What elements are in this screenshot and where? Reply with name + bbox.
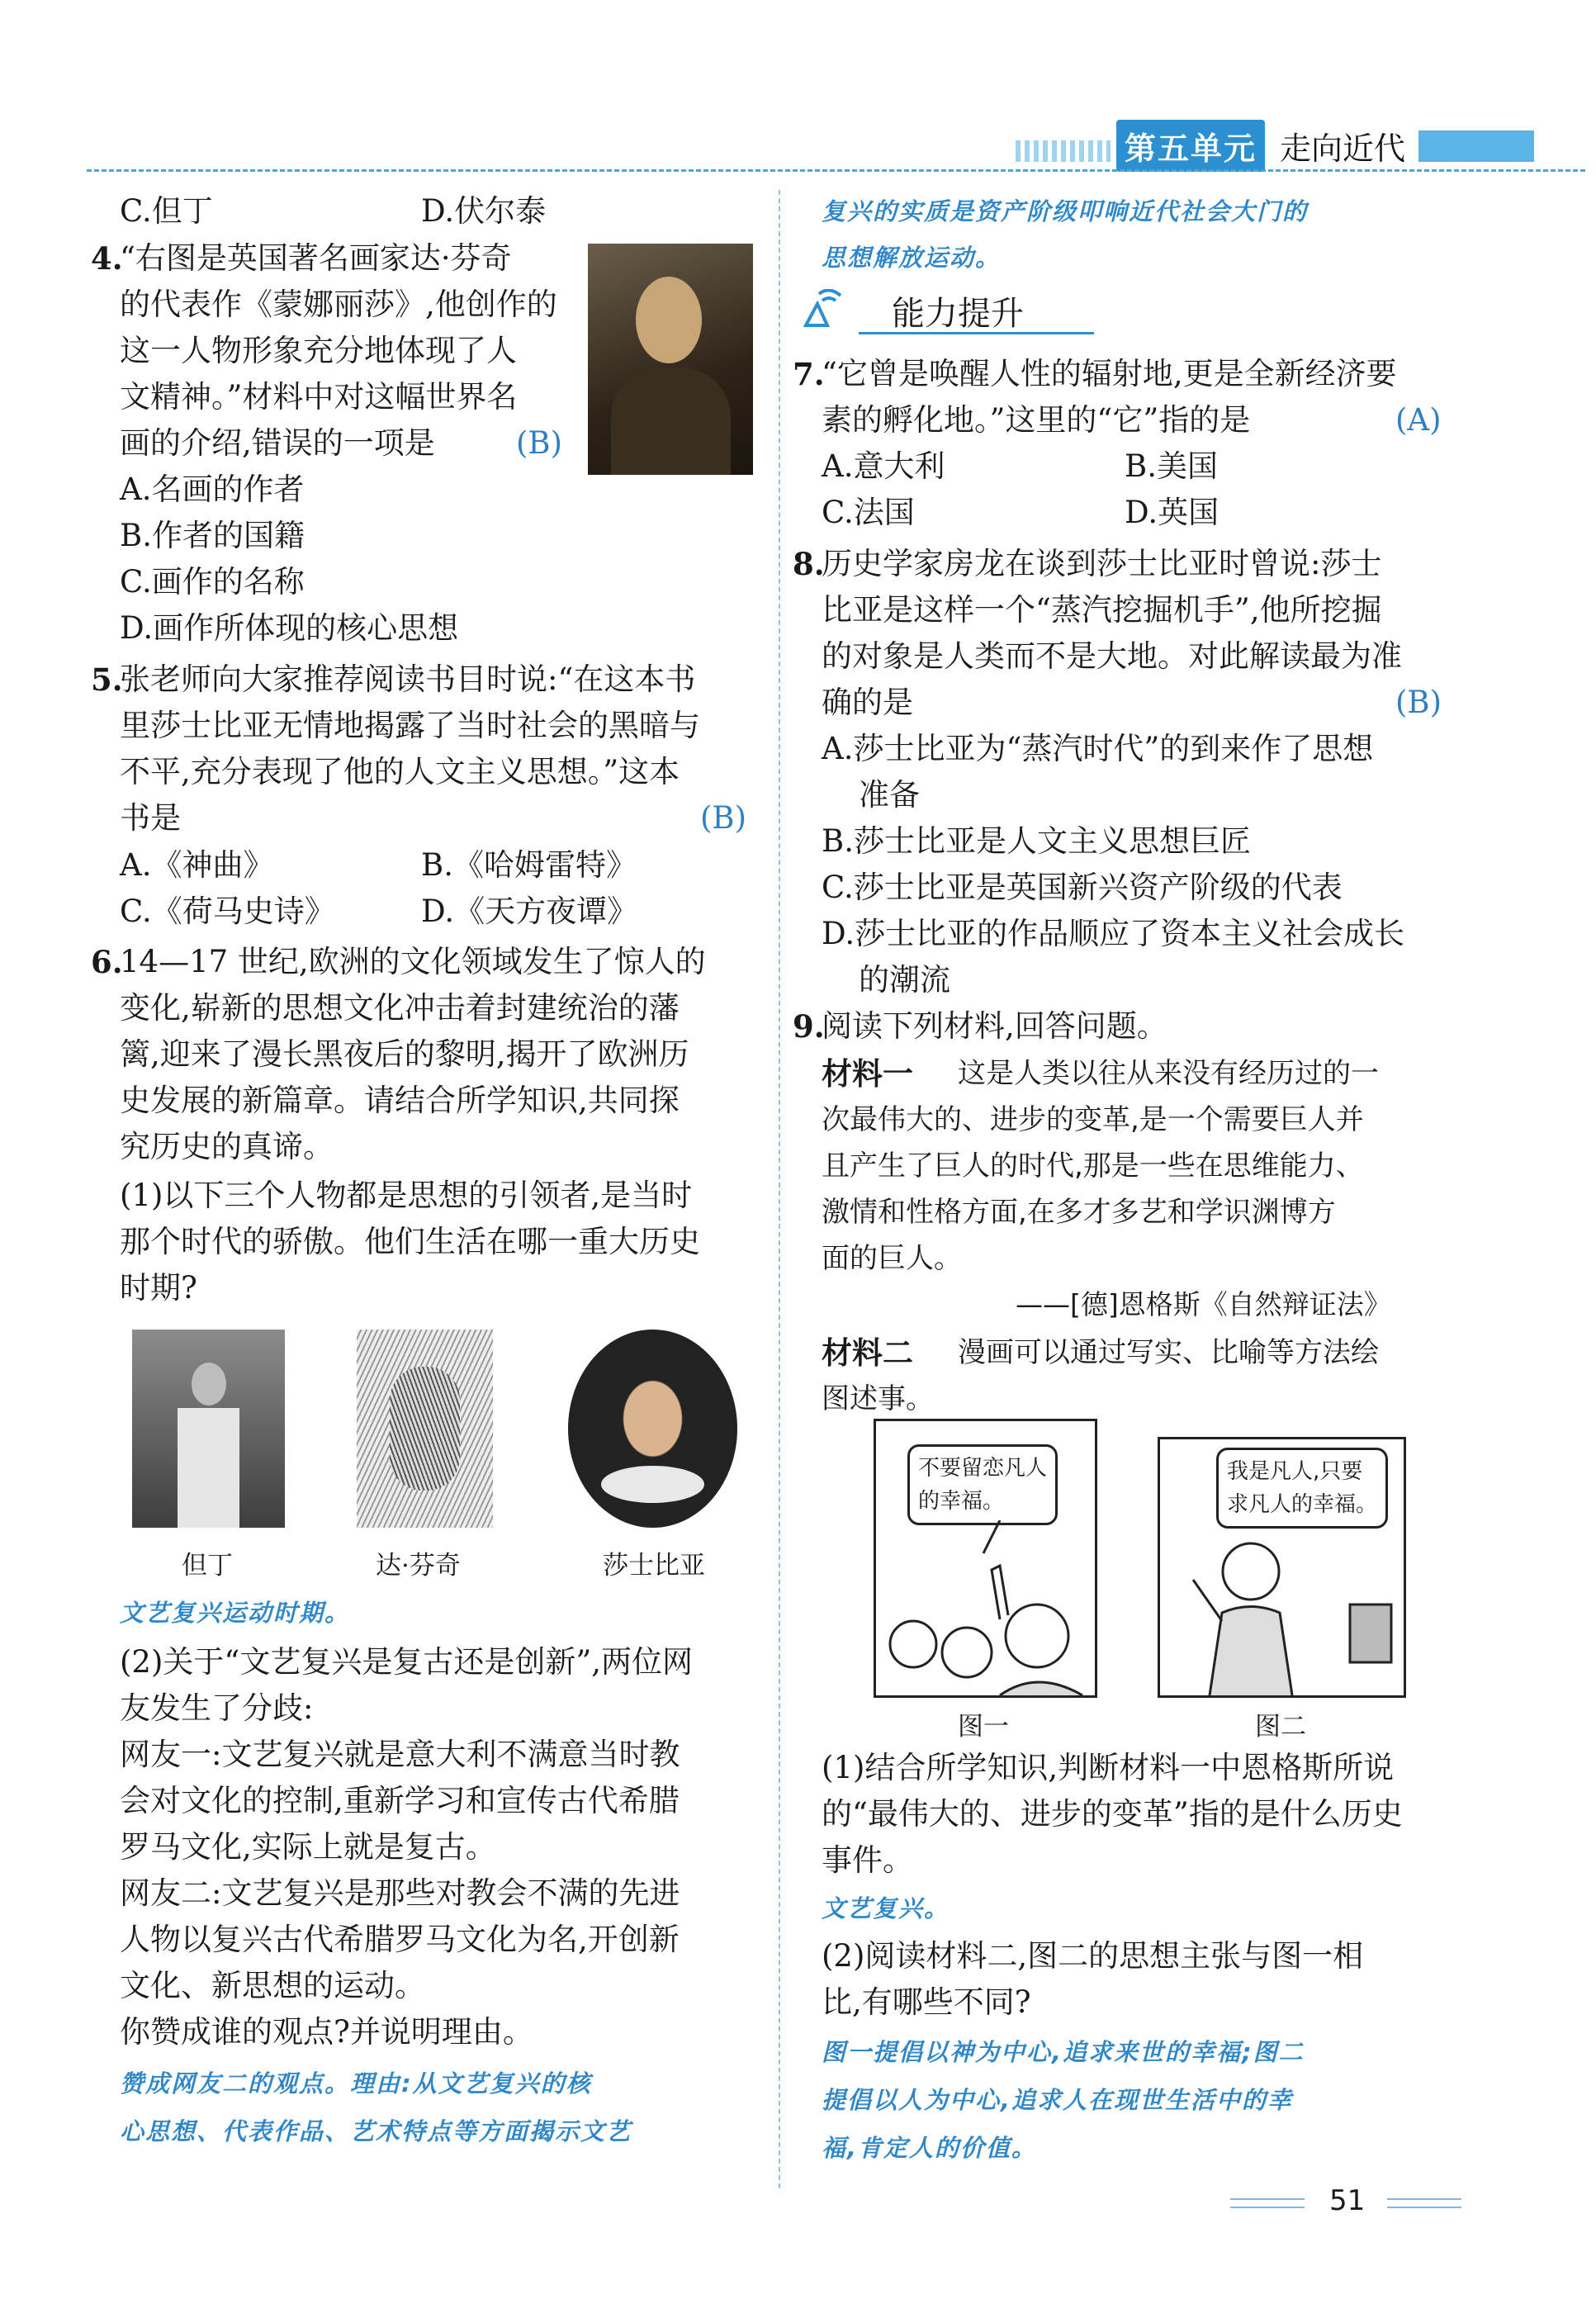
- cartoon2-caption: 图二: [1255, 1712, 1306, 1742]
- q4-answer: (B): [516, 425, 563, 461]
- q9-answer2-line: 福,肯定人的价值。: [822, 2134, 1038, 2162]
- q8-answer: (B): [1395, 685, 1442, 720]
- q6-answer2-line: 心思想、代表作品、艺术特点等方面揭示文艺: [120, 2117, 632, 2145]
- q6-sub1-line: 那个时代的骄傲。他们生活在哪一重大历史: [120, 1224, 700, 1259]
- q8-option-d-cont: 的潮流: [859, 962, 950, 998]
- q8-line: 的对象是人类而不是大地。对此解读最为准: [822, 638, 1402, 674]
- q4-line: 画的介绍,错误的一项是: [120, 425, 435, 461]
- q8-line: 比亚是这样一个“蒸汽挖掘机手”,他所挖掘: [822, 592, 1382, 628]
- q7-option-b: B.美国: [1125, 448, 1218, 484]
- q4-line: 文精神。”材料中对这幅世界名: [120, 379, 518, 415]
- cartoon2-bubble-line: 求凡人的幸福。: [1227, 1492, 1378, 1517]
- page-number-rule-left: [1230, 2207, 1305, 2208]
- q6-sub1-line: 时期?: [120, 1270, 197, 1306]
- q4-line: 这一人物形象充分地体现了人: [120, 333, 517, 368]
- q6-sub2-line: 网友二:文艺复兴是那些对教会不满的先进: [120, 1875, 680, 1911]
- q6-sub2-line: 文化、新思想的运动。: [120, 1968, 425, 2003]
- q5-option-a: A.《神曲》: [120, 847, 274, 883]
- q9-sub1-line: (1)结合所学知识,判断材料一中恩格斯所说: [822, 1750, 1395, 1785]
- cartoon-figure-2: [1158, 1437, 1406, 1698]
- material2-label: 材料二: [822, 1334, 913, 1371]
- portrait-face: [636, 277, 702, 363]
- cartoon1-speech-bubble: [907, 1444, 1058, 1525]
- q7-answer: (A): [1395, 402, 1442, 438]
- q6-sub2-line: 人物以复兴古代希腊罗马文化为名,开创新: [120, 1922, 680, 1957]
- q4-number: 4.: [91, 240, 123, 277]
- dante-robe: [178, 1408, 239, 1528]
- cartoon2-speech-bubble: [1216, 1448, 1388, 1529]
- q8-option-d: D.莎士比亚的作品顺应了资本主义社会成长: [822, 916, 1405, 951]
- material1-label: 材料一: [822, 1055, 913, 1092]
- q9-intro: 阅读下列材料,回答问题。: [822, 1008, 1167, 1044]
- q9-answer2-line: 提倡以人为中心,追求人在现世生活中的幸: [822, 2086, 1294, 2114]
- q6-line: 变化,崭新的思想文化冲击着封建统治的藩: [120, 990, 680, 1026]
- q8-option-c: C.莎士比亚是英国新兴资产阶级的代表: [822, 870, 1343, 905]
- q9-answer1: 文艺复兴。: [822, 1894, 950, 1922]
- mona-lisa-image: [588, 244, 753, 475]
- q5-number: 5.: [91, 661, 123, 698]
- caption-shakespeare: 莎士比亚: [603, 1551, 705, 1581]
- q6-answer1: 文艺复兴运动时期。: [120, 1599, 351, 1627]
- cartoon1-bubble-line: 不要留恋凡人: [918, 1456, 1048, 1481]
- page-number-rule-left: [1230, 2198, 1305, 2200]
- q4-line: “右图是英国著名画家达·芬奇: [120, 240, 512, 276]
- signal-icon: [799, 289, 849, 330]
- cartoon-figure-1: [874, 1419, 1097, 1698]
- material1-line: 且产生了巨人的时代,那是一些在思维能力、: [822, 1150, 1364, 1183]
- q6-line: 篱,迎来了漫长黑夜后的黎明,揭开了欧洲历: [120, 1036, 689, 1072]
- q7-line: 素的孵化地。”这里的“它”指的是: [822, 402, 1251, 438]
- q9-sub2-line: 比,有哪些不同?: [822, 1984, 1031, 2020]
- da-vinci-face: [390, 1367, 460, 1491]
- q5-option-b: B.《哈姆雷特》: [421, 847, 637, 883]
- material2-line: 漫画可以通过写实、比喻等方法绘: [958, 1336, 1379, 1369]
- page-number-rule-right: [1387, 2207, 1461, 2208]
- q3-option-d: D.伏尔泰: [421, 193, 547, 229]
- q6-line: 14—17 世纪,欧洲的文化领域发生了惊人的: [120, 944, 706, 979]
- q6-sub2-line: 友发生了分歧:: [120, 1690, 314, 1726]
- q6-sub1-line: (1)以下三个人物都是思想的引领者,是当时: [120, 1178, 693, 1213]
- q5-line: 张老师向大家推荐阅读书目时说:“在这本书: [120, 661, 696, 697]
- material1-line: 激情和性格方面,在多才多艺和学识渊博方: [822, 1196, 1336, 1229]
- q6-sub2-line: 网友一:文艺复兴就是意大利不满意当时教: [120, 1737, 680, 1772]
- material1-line: 这是人类以往从来没有经历过的一: [958, 1057, 1379, 1090]
- cartoon2-drawing: [1160, 1522, 1404, 1695]
- q5-line: 书是: [120, 800, 181, 836]
- q9-number: 9.: [793, 1008, 825, 1045]
- q7-number: 7.: [793, 356, 825, 392]
- q5-option-d: D.《天方夜谭》: [421, 894, 638, 929]
- material1-line: 面的巨人。: [822, 1242, 962, 1275]
- q6-sub2-line: 罗马文化,实际上就是复古。: [120, 1829, 496, 1865]
- dante-image: [132, 1330, 285, 1528]
- unit-title: 走向近代: [1280, 130, 1406, 167]
- cartoon2-bubble-line: 我是凡人,只要: [1227, 1459, 1363, 1484]
- dante-face: [192, 1363, 226, 1405]
- q5-line: 不平,充分表现了他的人文主义思想。”这本: [120, 754, 680, 789]
- section-underline: [859, 332, 1094, 334]
- q6-answer2-cont: 思想解放运动。: [822, 244, 1002, 272]
- q6-answer2-cont: 复兴的实质是资产阶级叩响近代社会大门的: [822, 197, 1309, 225]
- da-vinci-image: [357, 1330, 493, 1528]
- unit-header: [1116, 120, 1534, 172]
- q6-answer2-line: 赞成网友二的观点。理由:从文艺复兴的核: [120, 2069, 592, 2098]
- section-title: 能力提升: [892, 295, 1024, 333]
- q8-number: 8.: [793, 546, 825, 582]
- q6-line: 究历史的真谛。: [120, 1129, 334, 1164]
- q4-option-d: D.画作所体现的核心思想: [120, 610, 459, 646]
- q9-answer2-line: 图一提倡以神为中心,追求来世的幸福;图二: [822, 2038, 1305, 2066]
- q7-line: “它曾是唤醒人性的辐射地,更是全新经济要: [822, 356, 1397, 391]
- q7-option-d: D.英国: [1125, 495, 1219, 530]
- q7-option-c: C.法国: [822, 495, 915, 530]
- q8-line: 历史学家房龙在谈到莎士比亚时曾说:莎士: [822, 546, 1382, 581]
- shakespeare-collar: [601, 1466, 704, 1503]
- q9-sub2-line: (2)阅读材料二,图二的思想主张与图一相: [822, 1938, 1364, 1974]
- header-decoration: [1016, 140, 1111, 162]
- q9-sub1-line: 事件。: [822, 1842, 913, 1878]
- cartoon1-bubble-line: 的幸福。: [918, 1489, 1005, 1514]
- page-number-rule-right: [1387, 2198, 1461, 2200]
- q4-line: 的代表作《蒙娜丽莎》,他创作的: [120, 287, 557, 322]
- cartoon1-caption: 图一: [958, 1712, 1009, 1742]
- q5-option-c: C.《荷马史诗》: [120, 894, 335, 929]
- q8-line: 确的是: [822, 685, 913, 720]
- q6-line: 史发展的新篇章。请结合所学知识,共同探: [120, 1083, 680, 1118]
- column-divider: [779, 190, 780, 2188]
- q6-number: 6.: [91, 944, 123, 980]
- unit-tag: 第五单元: [1116, 120, 1265, 172]
- q6-sub2-line: 你赞成谁的观点?并说明理由。: [120, 2014, 533, 2050]
- material2-line: 图述事。: [822, 1382, 934, 1415]
- material1-source: ——[德]恩格斯《自然辩证法》: [1016, 1288, 1391, 1320]
- q8-option-a-cont: 准备: [859, 777, 920, 813]
- q6-sub2-line: (2)关于“文艺复兴是复古还是创新”,两位网: [120, 1644, 694, 1680]
- q9-sub1-line: 的“最伟大的、进步的变革”指的是什么历史: [822, 1796, 1403, 1832]
- q4-option-c: C.画作的名称: [120, 564, 305, 600]
- q5-answer: (B): [700, 800, 747, 836]
- q5-line: 里莎士比亚无情地揭露了当时社会的黑暗与: [120, 708, 700, 743]
- q7-option-a: A.意大利: [822, 448, 945, 484]
- q8-option-a: A.莎士比亚为“蒸汽时代”的到来作了思想: [822, 731, 1374, 766]
- portrait-body: [611, 367, 731, 475]
- header-divider: [87, 169, 1585, 172]
- caption-dante: 但丁: [182, 1551, 233, 1581]
- page-number: 51: [1329, 2184, 1366, 2217]
- q3-option-c: C.但丁: [120, 193, 213, 229]
- caption-da-vinci: 达·芬奇: [376, 1551, 461, 1581]
- q8-option-b: B.莎士比亚是人文主义思想巨匠: [822, 823, 1251, 859]
- shakespeare-image: [568, 1330, 737, 1528]
- material1-line: 次最伟大的、进步的变革,是一个需要巨人并: [822, 1103, 1364, 1136]
- q4-option-b: B.作者的国籍: [120, 518, 305, 553]
- q4-option-a: A.名画的作者: [120, 472, 305, 507]
- cartoon1-drawing: [876, 1520, 1095, 1695]
- q6-sub2-line: 会对文化的控制,重新学习和宣传古代希腊: [120, 1783, 680, 1818]
- unit-bar: [1418, 130, 1534, 162]
